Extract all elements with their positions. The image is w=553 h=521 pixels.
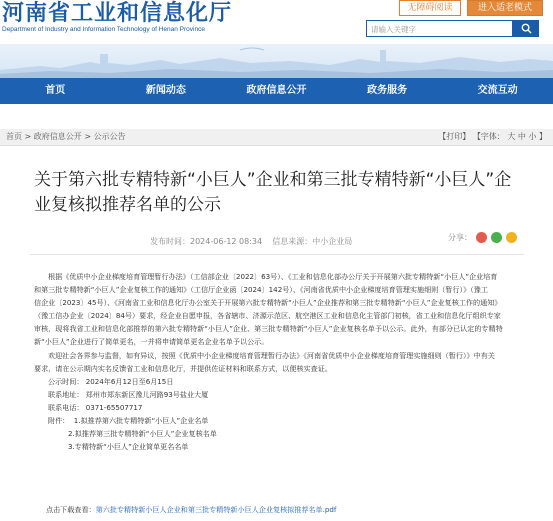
breadcrumb-gov-info[interactable]: 政府信息公开 xyxy=(33,132,82,141)
article-meta xyxy=(150,236,352,247)
article-title: 关于第六批专精特新“小巨人”企业和第三批专精特新“小巨人”企业复核拟推荐名单的公示 xyxy=(34,170,512,215)
contact-address: 联系地址： 郑州市郑东新区豫儿河路93号盐业大厦 xyxy=(48,389,209,399)
search-button[interactable] xyxy=(513,20,539,37)
search-input[interactable]: 请输入关键字 xyxy=(366,20,513,37)
page-tools xyxy=(438,129,547,145)
accessibility-button[interactable]: 无障碍阅读 xyxy=(399,0,461,16)
share-bar xyxy=(448,232,517,243)
breadcrumb-separator: > xyxy=(24,132,32,141)
body-line: 新“小巨人”企业进行了简单更名，一并将申请简单更名企业名单予以公示。 xyxy=(34,337,269,347)
body-line: （豫工信办企业〔2024〕84号）要求，经企业自愿申报，各省辖市、济源示范区、航空港区工业和信息化主管部门初核，省工业和信息化厅组织专家 xyxy=(34,311,501,321)
breadcrumb-home[interactable]: 首页 xyxy=(6,132,22,141)
font-small-button[interactable]: 小 xyxy=(528,132,537,141)
nav-item-gov-info[interactable]: 政府信息公开 xyxy=(246,85,307,96)
article-body xyxy=(34,270,526,453)
download-label: 点击下载查看： xyxy=(46,505,96,514)
header-banner xyxy=(0,44,553,78)
publish-label: 发布时间： xyxy=(150,237,190,246)
attachment-3: 3.专精特新“小巨人”企业简单更名名单 xyxy=(68,442,189,452)
weibo-icon[interactable] xyxy=(476,232,487,243)
share-label: 分享： xyxy=(448,233,472,242)
breadcrumb-bar xyxy=(0,129,553,146)
body-line: 要求，请在公示期内实名反馈省工业和信息化厅，并提供佐证材料和联系方式，以便核实查证。 xyxy=(34,363,332,373)
nav-item-interaction[interactable]: 交流互动 xyxy=(477,85,518,96)
divider xyxy=(30,254,524,255)
site-name: 河南省工业和信息化厅 xyxy=(2,0,233,26)
font-medium-button[interactable]: 中 xyxy=(517,132,526,141)
print-button[interactable]: 【打印】 xyxy=(438,132,471,141)
attachment-2: 2.拟推荐第三批专精特新“小巨人”企业复核名单 xyxy=(68,429,217,439)
attachments-heading xyxy=(34,414,526,427)
body-line: 欢迎社会各界参与监督，如有异议，按照《优质中小企业梯度培育管理暂行办法》《河南省优质中小企业梯度培育管理实施细则（暂行）》中有关 xyxy=(48,350,495,360)
breadcrumb xyxy=(6,129,126,145)
font-large-button[interactable]: 大 xyxy=(507,132,516,141)
body-line: 审核，现将我省工业和信息化部推荐的第六批专精特新“小巨人”企业、第三批专精特新“小巨人”企业复核名单予以公示。此外，有部分已认定的专精特 xyxy=(34,324,503,334)
site-header xyxy=(0,0,553,44)
nav-item-news[interactable]: 新闻动态 xyxy=(145,85,186,96)
body-line: 和第三批专精特新“小巨人”企业复核工作的通知》（工信厅企业函〔2024〕142号）、《河南省优质中小企业梯度培育管理实施细则（暂行）》（豫工 xyxy=(34,285,488,295)
qzone-icon[interactable] xyxy=(506,232,517,243)
body-line: 根据《优质中小企业梯度培育管理暂行办法》（工信部企业〔2022〕63号）、《工业和信息化部办公厅关于开展第六批专精特新“小巨人”企业培育 xyxy=(48,272,498,281)
publish-time: 2024-06-12 08:34 xyxy=(190,237,263,246)
breadcrumb-separator: > xyxy=(84,132,92,141)
font-size-close: 】 xyxy=(539,132,547,141)
main-nav xyxy=(0,78,553,104)
attachments-label: 附件： xyxy=(48,416,70,426)
source-value: 中小企业局 xyxy=(312,237,353,246)
wechat-icon[interactable] xyxy=(491,232,502,243)
elderly-mode-button[interactable]: 进入适老模式 xyxy=(467,0,543,16)
download-link[interactable]: 第六批专精特新小巨人企业和第三批专精特新小巨人企业复核拟推荐名单.pdf xyxy=(95,505,337,514)
publicity-period: 公示时间： 2024年6月12日至6月15日 xyxy=(48,376,174,386)
site-logo[interactable] xyxy=(2,0,232,34)
city-skyline-decoration xyxy=(0,44,553,78)
nav-item-home[interactable]: 首页 xyxy=(45,85,66,96)
nav-item-services[interactable]: 政务服务 xyxy=(367,85,408,96)
source-label: 信息来源： xyxy=(272,237,313,246)
contact-phone: 联系电话： 0371-65507717 xyxy=(48,402,143,412)
search-icon xyxy=(521,23,532,34)
body-line: 信企业〔2023〕45号）、《河南省工业和信息化厅办公室关于开展第六批专精特新“小巨人”企业推荐和第三批专精特新“小巨人”企业复核工作的通知》 xyxy=(34,298,502,308)
download-line xyxy=(46,505,336,515)
breadcrumb-announcements[interactable]: 公示公告 xyxy=(93,132,126,141)
attachment-1: 1.拟推荐第六批专精特新“小巨人”企业名单 xyxy=(73,416,209,426)
site-name-en: Department of Industry and Information Technology of Henan Province xyxy=(2,26,205,33)
font-size-label: 【字体： xyxy=(472,132,505,141)
